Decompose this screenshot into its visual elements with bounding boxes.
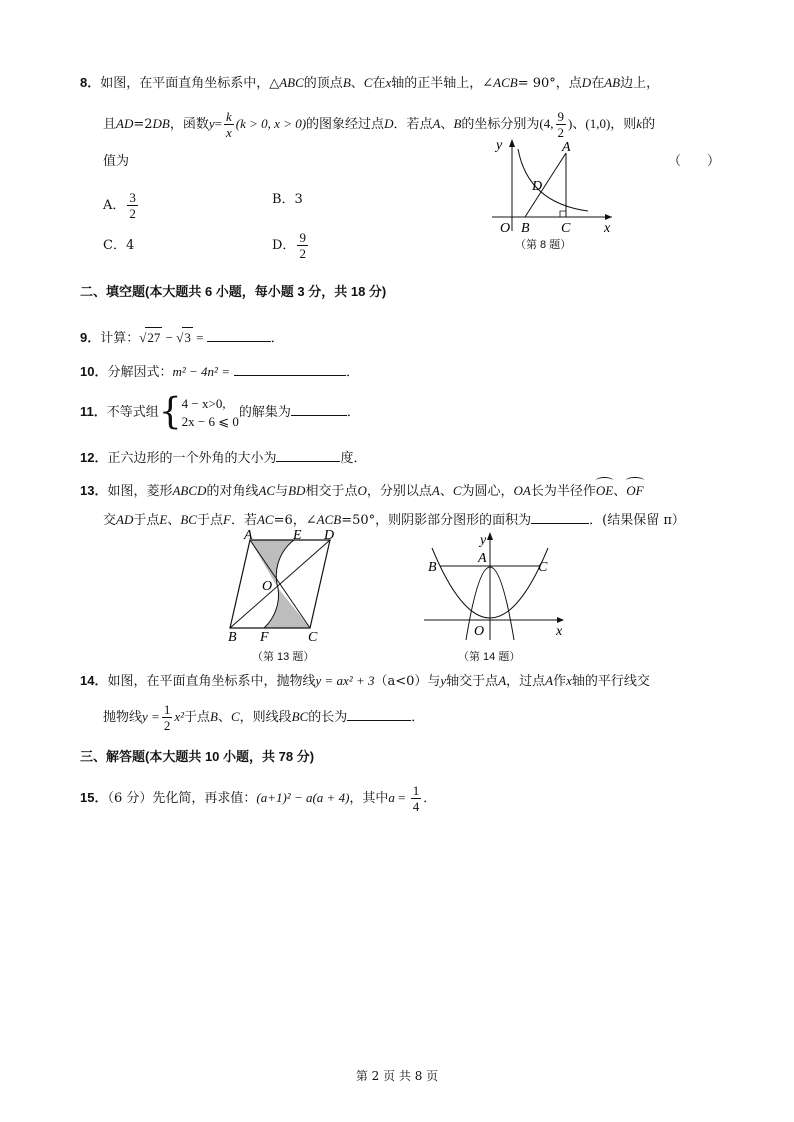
x-axis-arrow xyxy=(605,214,612,220)
figure-13-caption: （第 13 题） xyxy=(252,651,315,663)
q15: 15．（6 分）先化简，再求值：(a+1)² − a(a + 4)，其中a = $\frac{1}{4}$ ． xyxy=(80,783,437,814)
label-c: C xyxy=(538,560,548,575)
figure-13 xyxy=(226,530,346,642)
label-o: O xyxy=(500,221,511,235)
label-d: D xyxy=(532,179,543,194)
y-axis-arrow xyxy=(487,532,493,540)
question-number: 8． xyxy=(80,75,101,90)
q14-line2: 抛物线y = $\frac{1}{2}$ x²于点B、C，则线段BC的长为 ． xyxy=(103,702,425,733)
label-a: A xyxy=(244,530,253,543)
option-d: D． $\frac{9}{2}$ xyxy=(272,230,306,261)
page-footer: 第 2 页 共 8 页 xyxy=(355,1069,439,1083)
answer-blank[interactable] xyxy=(531,509,589,524)
q14-line1: 14．如图，在平面直角坐标系中，抛物线y = ax² + 3（a<0）与y轴交于点A，过点A作x轴的平行线交 xyxy=(80,673,650,689)
figure-8 xyxy=(488,135,618,235)
label-y: y xyxy=(496,138,503,153)
q11: 11．不等式组{ 4 − x>0, 2x − 6 ⩽ 0 的解集为 ． xyxy=(80,391,360,433)
label-d: D xyxy=(324,530,335,543)
answer-blank[interactable] xyxy=(291,401,347,416)
label-b: B xyxy=(521,221,530,235)
section-3-heading: 三、解答题(本大题共 10 小题，共 78 分) xyxy=(80,749,315,764)
q13-line2: 交AD于点E、BC于点F．若AC=6，∠ACB=50°，则阴影部分图形的面积为 ．(结果保留 π） xyxy=(103,509,685,531)
figure-14 xyxy=(422,528,572,644)
answer-blank[interactable] xyxy=(207,327,271,342)
label-b: B xyxy=(428,560,437,575)
q8-line2: 且AD=2DB，函数y= $\frac{k}{x}$ (k > 0, x > 0)的图象经过点D．若点A、B的坐标分别为(4, $\frac{9}{2}$ )、(1,0)，则k的 xyxy=(103,109,656,140)
hyperbola-curve xyxy=(518,149,588,211)
answer-blank[interactable] xyxy=(347,706,411,721)
label-c: C xyxy=(561,221,571,235)
q13-line1: 13．如图，菱形ABCD的对角线AC与BD相交于点O，分别以点A、C为圆心，OA长为半径作OE、OF xyxy=(80,483,644,499)
label-e: E xyxy=(293,530,302,543)
fraction-k-over-x: $\frac{k}{x}$ xyxy=(226,109,232,140)
q8-line3: 值为 xyxy=(103,154,130,169)
system-brace: { xyxy=(158,391,182,433)
answer-parens: （ ） xyxy=(668,154,721,169)
label-x: x xyxy=(604,221,611,235)
label-o: O xyxy=(474,624,485,639)
q10: 10．分解因式：m² − 4n² = ． xyxy=(80,361,359,383)
answer-blank[interactable] xyxy=(234,361,346,376)
label-a: A xyxy=(562,140,571,155)
section-2-heading: 二、填空题(本大题共 6 小题，每小题 3 分，共 18 分) xyxy=(80,284,387,299)
x-axis-arrow xyxy=(557,617,564,623)
option-a: A． $\frac{3}{2}$ xyxy=(103,190,136,221)
answer-blank[interactable] xyxy=(276,447,340,462)
fraction-9-over-2: $\frac{9}{2}$ xyxy=(557,109,564,140)
q12: 12．正六边形的一个外角的大小为 度． xyxy=(80,447,367,469)
arc-of: OF xyxy=(626,481,643,501)
option-b: B．3 xyxy=(272,192,303,207)
arc-oe: OE xyxy=(596,481,613,501)
y-axis-arrow xyxy=(509,139,515,147)
label-b: B xyxy=(228,630,237,642)
q9: 9．计算：√27 − √3 = ． xyxy=(80,327,284,349)
q8-line1: 8．如图，在平面直角坐标系中，△ABC的顶点B、C在x轴的正半轴上，∠ACB= 90°，点D在AB边上， xyxy=(80,75,660,91)
label-o: O xyxy=(262,579,273,594)
label-y: y xyxy=(480,533,487,548)
figure-8-caption: （第 8 题） xyxy=(515,239,572,251)
label-a: A xyxy=(478,551,487,566)
option-c: C．4 xyxy=(103,238,135,253)
figure-14-caption: （第 14 题） xyxy=(458,651,521,663)
label-x: x xyxy=(556,624,563,639)
label-f: F xyxy=(260,630,269,642)
right-angle-mark xyxy=(560,211,566,217)
label-c: C xyxy=(308,630,318,642)
